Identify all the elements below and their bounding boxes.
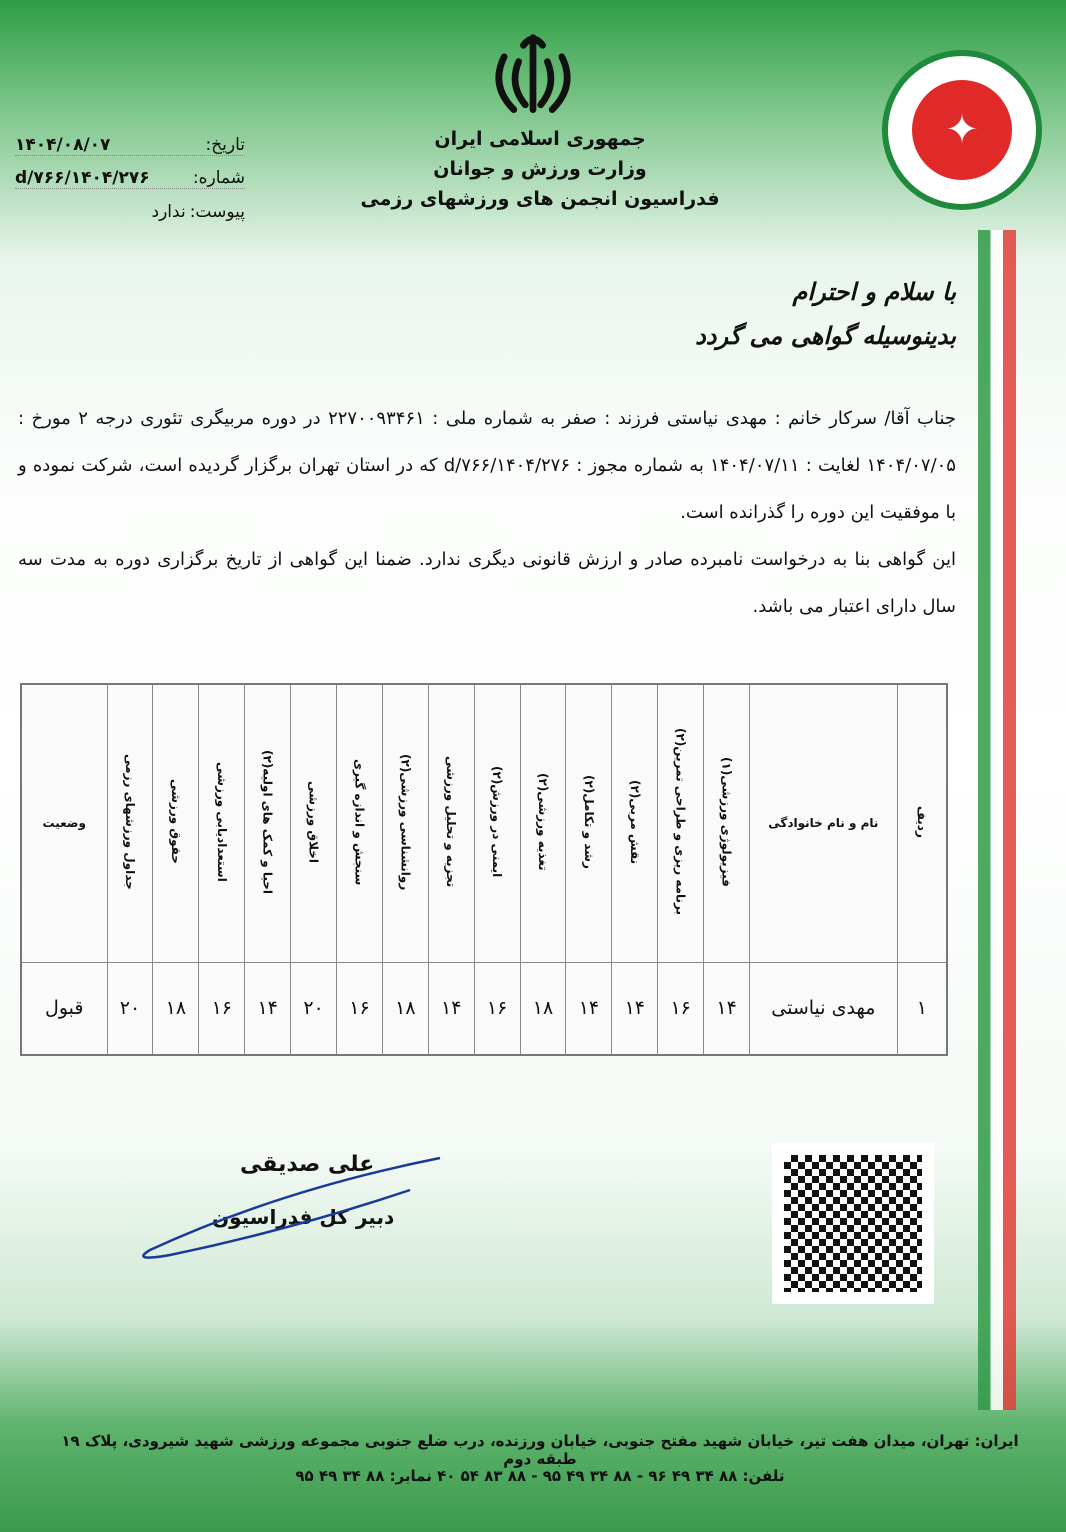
column-header-label: تجزیه و تحلیل ورزشی bbox=[444, 756, 459, 888]
column-header-label: نام و نام خانوادگی bbox=[768, 816, 879, 831]
body-paragraph-2: این گواهی بنا به درخواست نامبرده صادر و ارزش قانونی دیگری ندارد. ضمنا این گواهی از تاریخ برگزاری دوره به مدت سه سال دارای اعتبار می باشد. bbox=[18, 549, 956, 617]
signatory-title: دبیر کل فدراسیون bbox=[212, 1205, 395, 1229]
column-header-label: جداول ورزشهای رزمی bbox=[122, 753, 137, 890]
footer-address: ایران: تهران، میدان هفت تیر، خیابان شهید مفتح جنوبی، خیابان ورزنده، درب ضلع جنوبی مجموعه ورزشی شهید شیرودی، پلاک ۱۹ طبقه دوم bbox=[61, 1432, 1019, 1468]
column-header bbox=[337, 684, 383, 962]
column-header-label: رشد و تکامل(۲) bbox=[581, 774, 596, 869]
table-cell: ۱۸ bbox=[153, 962, 199, 1055]
column-header-label: وضعیت bbox=[42, 816, 86, 831]
column-header-label: ردیف bbox=[914, 805, 929, 838]
column-header-label: سنجش و اندازه گیری bbox=[352, 758, 367, 885]
iran-emblem-icon bbox=[485, 28, 581, 124]
header-country: جمهوری اسلامی ایران bbox=[434, 128, 646, 150]
table-header-row bbox=[21, 684, 947, 962]
attachment-field bbox=[15, 202, 245, 222]
column-header bbox=[897, 684, 947, 962]
column-header bbox=[658, 684, 704, 962]
table-cell: ۱۴ bbox=[245, 962, 291, 1055]
table-cell: ۱ bbox=[897, 962, 947, 1055]
signature-icon bbox=[130, 1150, 450, 1270]
table-cell: ۱۴ bbox=[612, 962, 658, 1055]
header-ministry: وزارت ورزش و جوانان bbox=[433, 158, 647, 180]
column-header-label: برنامه ریزی و طراحی تمرین(۲) bbox=[673, 728, 688, 916]
attachment-label: پیوست: bbox=[189, 202, 245, 222]
date-label: تاریخ: bbox=[205, 135, 245, 155]
footer-phone: تلفن: ۸۸ ۳۴ ۴۹ ۹۶ - ۸۸ ۳۴ ۴۹ ۹۵ - ۸۸ ۸۳ ۵۴ ۴۰ نمابر: ۸۸ ۳۴ ۴۹ ۹۵ bbox=[295, 1467, 785, 1485]
column-header-label: حقوق ورزشی bbox=[168, 779, 183, 865]
table-cell: ۱۴ bbox=[428, 962, 474, 1055]
column-header bbox=[566, 684, 612, 962]
martial-arts-figure-icon: ✦ bbox=[912, 80, 1012, 180]
column-header bbox=[291, 684, 337, 962]
table-cell: ۱۶ bbox=[474, 962, 520, 1055]
column-header bbox=[153, 684, 199, 962]
table-cell: ۱۸ bbox=[382, 962, 428, 1055]
column-header bbox=[245, 684, 291, 962]
signatory-name: علی صدیقی bbox=[240, 1152, 375, 1177]
column-header bbox=[750, 684, 898, 962]
column-header bbox=[612, 684, 658, 962]
date-field bbox=[15, 135, 245, 156]
column-header-label: روانشناسی ورزشی(۲) bbox=[398, 753, 413, 890]
table-row bbox=[21, 962, 947, 1055]
column-header bbox=[474, 684, 520, 962]
header-federation: فدراسیون انجمن های ورزشهای رزمی bbox=[360, 188, 720, 210]
greeting: با سلام و احترام bbox=[792, 278, 956, 306]
column-header-label: فیزیولوژی ورزشی(۱) bbox=[719, 756, 734, 887]
column-header bbox=[428, 684, 474, 962]
column-header-label: نقش مربی(۲) bbox=[627, 779, 642, 864]
qr-code[interactable] bbox=[772, 1143, 934, 1304]
table-cell: ۱۴ bbox=[704, 962, 750, 1055]
number-label: شماره: bbox=[192, 168, 245, 188]
column-header-label: ایمنی در ورزش(۲) bbox=[490, 766, 505, 878]
table-cell: ۱۶ bbox=[658, 962, 704, 1055]
attachment-value: ندارد bbox=[151, 202, 186, 222]
column-header-label: اخلاق ورزشی bbox=[306, 780, 321, 863]
table-cell: ۱۶ bbox=[337, 962, 383, 1055]
grades-table bbox=[20, 683, 948, 1056]
table-cell: ۱۶ bbox=[199, 962, 245, 1055]
column-header bbox=[199, 684, 245, 962]
column-header bbox=[520, 684, 566, 962]
column-header bbox=[704, 684, 750, 962]
table-cell: ۱۸ bbox=[520, 962, 566, 1055]
table-cell: ۱۴ bbox=[566, 962, 612, 1055]
certification-line: بدینوسیله گواهی می گردد bbox=[695, 322, 956, 350]
column-header-label: استعدادیابی ورزشی bbox=[214, 761, 229, 882]
column-header bbox=[21, 684, 107, 962]
column-header bbox=[382, 684, 428, 962]
number-value: ۱۴۰۴/۲۷۶/d/۷۶۶ bbox=[15, 168, 150, 188]
column-header bbox=[107, 684, 153, 962]
flag-stripe bbox=[978, 230, 1016, 1410]
table-cell: قبول bbox=[21, 962, 107, 1055]
column-header-label: تغذیه ورزشی(۲) bbox=[536, 772, 550, 871]
table-cell: مهدی نیاستی bbox=[750, 962, 898, 1055]
date-value: ۱۴۰۴/۰۸/۰۷ bbox=[15, 135, 111, 155]
column-header-label: احیا و کمک های اولیه(۲) bbox=[260, 749, 275, 894]
federation-logo bbox=[882, 50, 1042, 210]
certificate-body bbox=[18, 395, 956, 630]
body-paragraph-1: جناب آقا/ سرکار خانم : مهدی نیاستی فرزند : صفر به شماره ملی : ۲۲۷۰۰۹۳۴۶۱ در دوره مربیگری تئوری درجه ۲ مورخ : ۱۴۰۴/۰۷/۰۵ لغایت : ۱۴۰۴/۰۷/۱۱ به شماره مجوز : ۱۴۰۴/۲۷۶/d/۷۶۶ که در استان تهران برگزار گردیده است، شرکت نموده و با موفقیت این دوره را گذرانده است. bbox=[18, 408, 956, 523]
number-field bbox=[15, 168, 245, 189]
table-cell: ۲۰ bbox=[107, 962, 153, 1055]
table-cell: ۲۰ bbox=[291, 962, 337, 1055]
